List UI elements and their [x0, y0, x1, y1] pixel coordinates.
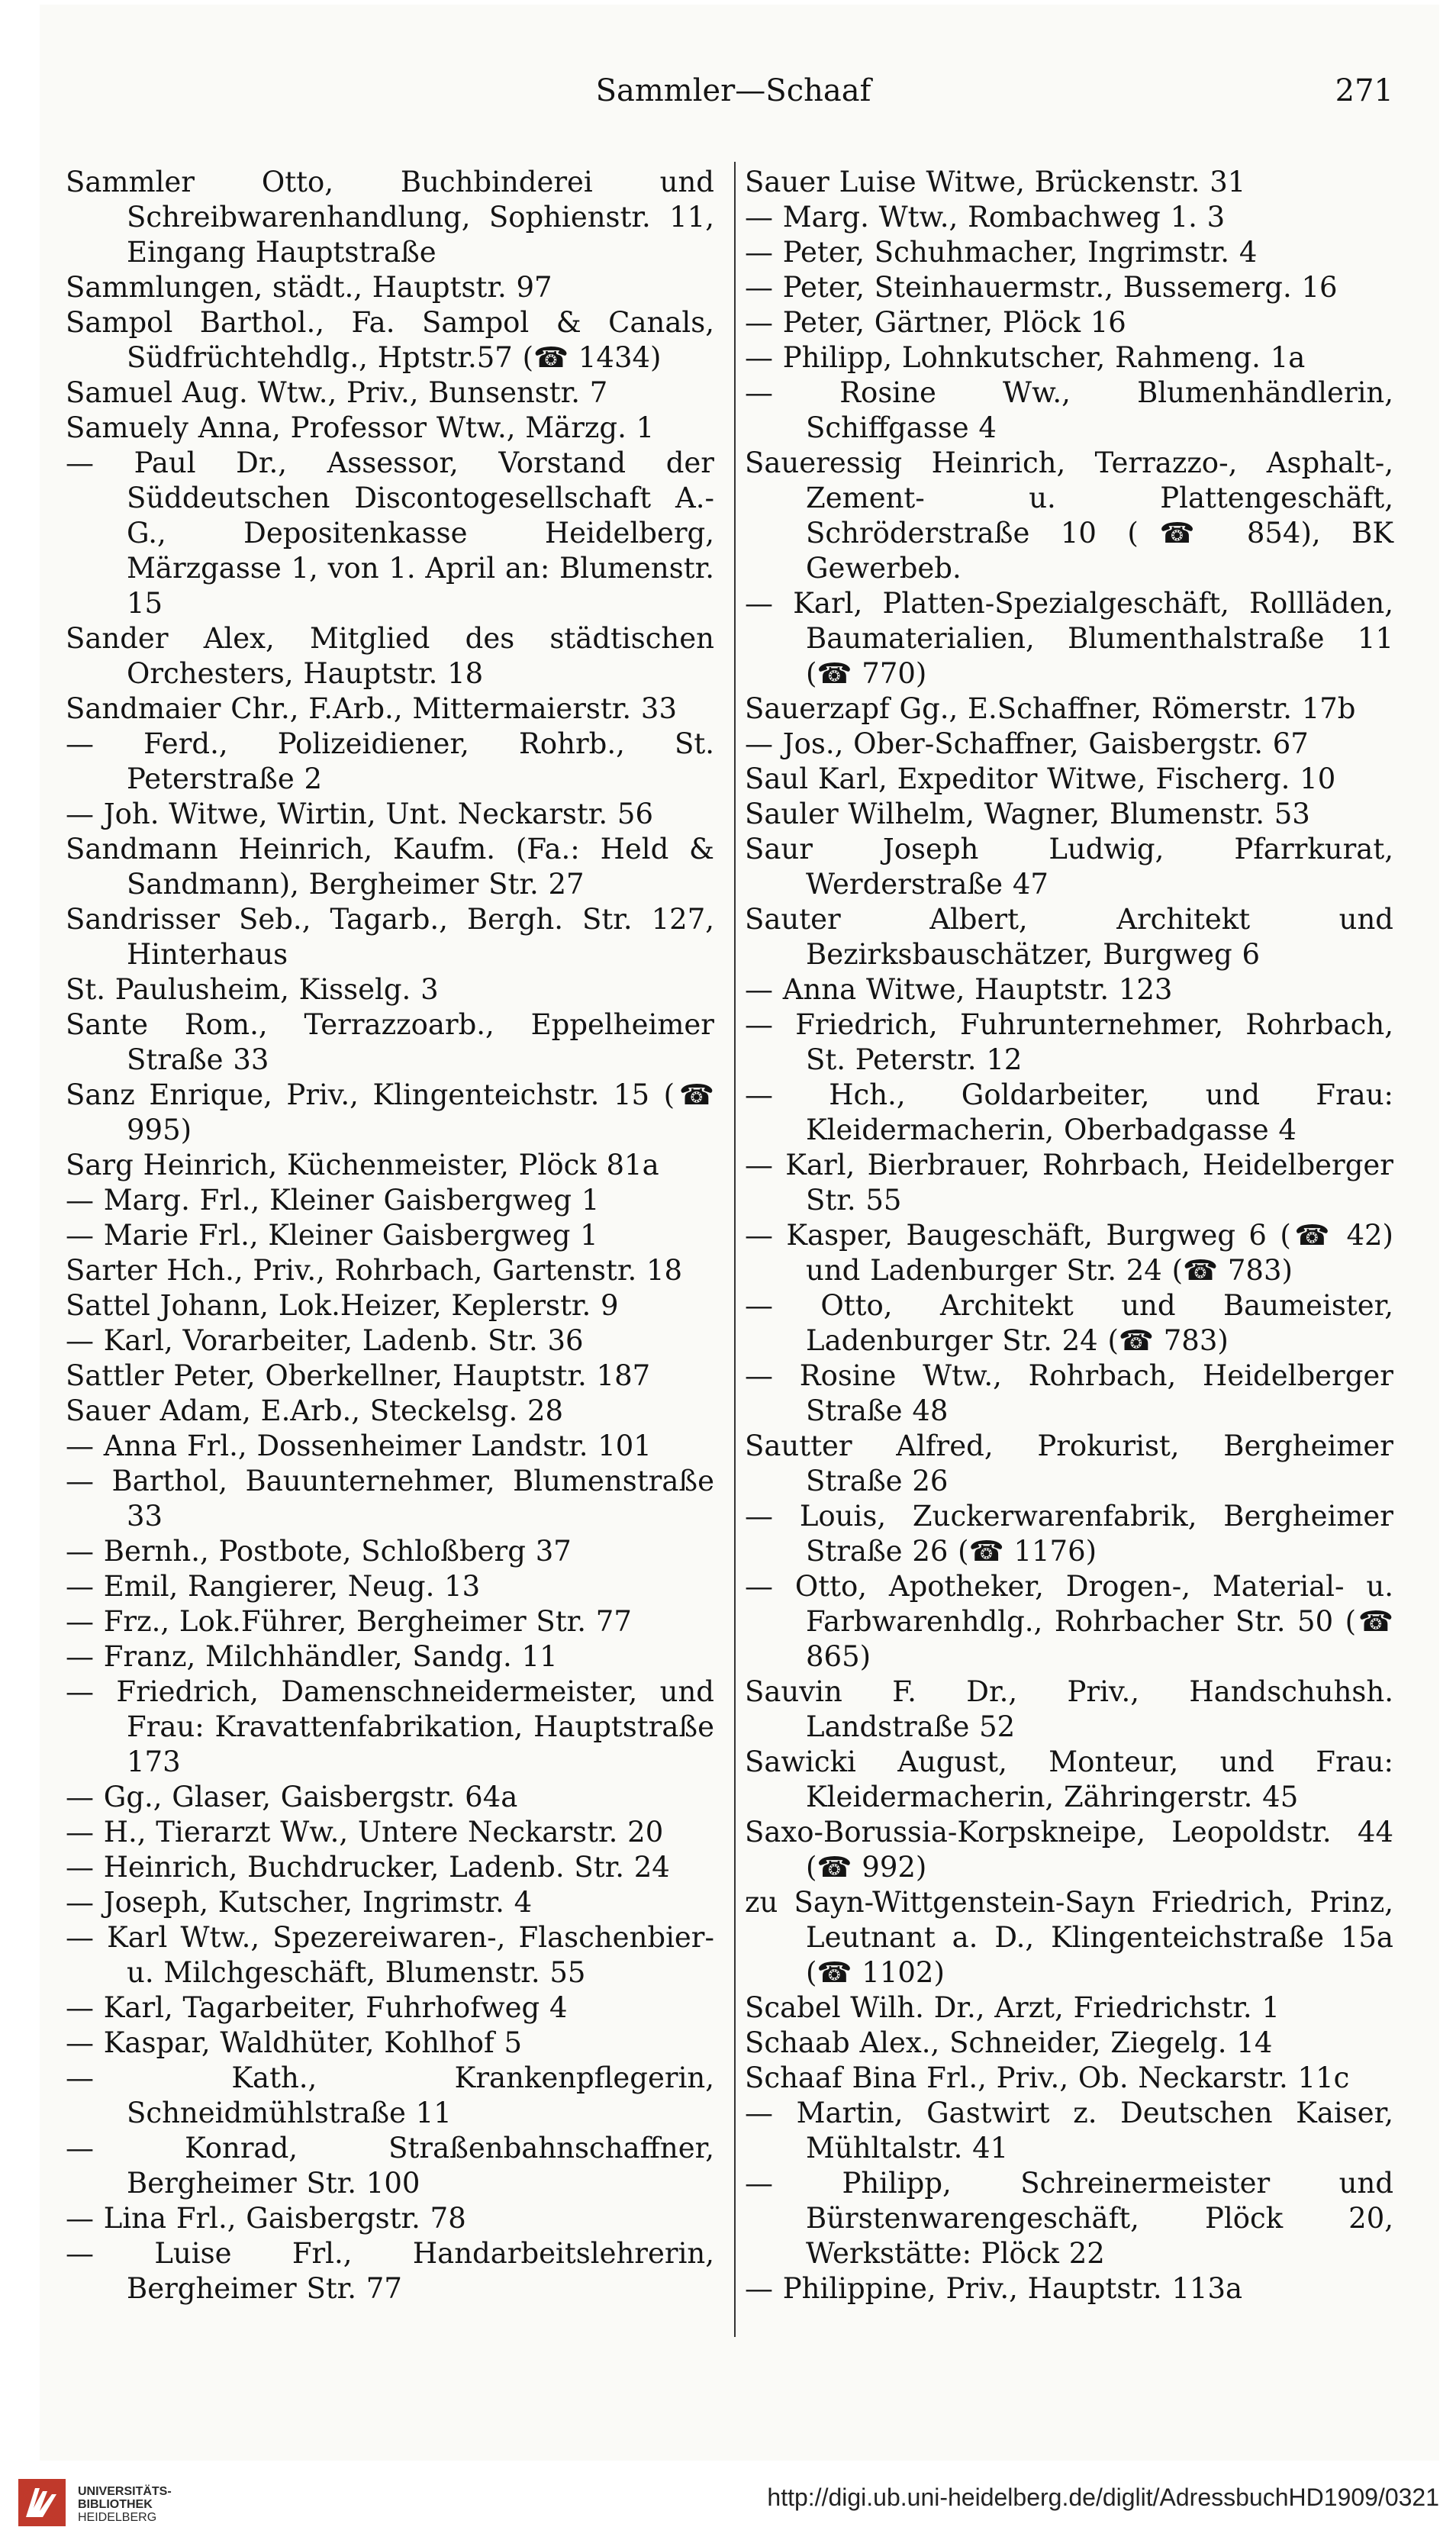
footer	[0, 2465, 1456, 2540]
directory-entry: — Konrad, Straßenbahnschaffner, Bergheimer Str. 100	[66, 2132, 714, 2200]
directory-entry: — Frz., Lok.Führer, Bergheimer Str. 77	[66, 1605, 632, 1638]
directory-entry: Sauer Luise Witwe, Brückenstr. 31	[745, 166, 1246, 198]
directory-entry: Samuel Aug. Wtw., Priv., Bunsenstr. 7	[66, 376, 608, 409]
library-seal-icon	[17, 2477, 67, 2528]
logo-line-1: UNIVERSITÄTS-	[78, 2485, 172, 2498]
column-divider	[734, 162, 736, 2337]
directory-entry: Sandmaier Chr., F.Arb., Mittermaierstr. 33	[66, 692, 678, 725]
logo-line-2: BIBLIOTHEK	[78, 2498, 153, 2511]
directory-entry: — Kaspar, Waldhüter, Kohlhof 5	[66, 2026, 522, 2059]
directory-entry: Sautter Alfred, Prokurist, Bergheimer Straße 26	[745, 1430, 1393, 1497]
directory-entry: — Martin, Gastwirt z. Deutschen Kaiser, Mühltalstr. 41	[745, 2097, 1393, 2164]
page-header	[73, 73, 1393, 122]
directory-entry: — Joh. Witwe, Wirtin, Unt. Neckarstr. 56	[66, 798, 653, 830]
directory-entry: — Lina Frl., Gaisbergstr. 78	[66, 2202, 466, 2235]
directory-entry: Sarter Hch., Priv., Rohrbach, Gartenstr. 18	[66, 1254, 683, 1287]
directory-entry: — Marie Frl., Kleiner Gaisbergweg 1	[66, 1219, 598, 1252]
directory-entry: Sandmann Heinrich, Kaufm. (Fa.: Held & Sandmann), Bergheimer Str. 27	[66, 833, 714, 901]
directory-entry: — Philippine, Priv., Hauptstr. 113a	[745, 2272, 1243, 2305]
page-number: 271	[1335, 73, 1393, 108]
directory-entry: Sammler Otto, Buchbinderei und Schreibwarenhandlung, Sophienstr. 11, Eingang Hauptstraße	[66, 166, 714, 269]
directory-entry: — Ferd., Polizeidiener, Rohrb., St. Peterstraße 2	[66, 727, 714, 795]
logo-line-3: HEIDELBERG	[78, 2511, 157, 2524]
directory-entry: Sattler Peter, Oberkellner, Hauptstr. 187	[66, 1359, 651, 1392]
directory-entry: — Karl, Bierbrauer, Rohrbach, Heidelberger Str. 55	[745, 1149, 1393, 1217]
directory-entry: Sauer Adam, E.Arb., Steckelsg. 28	[66, 1394, 564, 1427]
directory-entry: — Joseph, Kutscher, Ingrimstr. 4	[66, 1886, 533, 1919]
directory-entry: — Philipp, Lohnkutscher, Rahmeng. 1a	[745, 341, 1306, 374]
directory-entry: — Kasper, Baugeschäft, Burgweg 6 (☎ 42) und Ladenburger Str. 24 (☎ 783)	[745, 1219, 1393, 1287]
directory-entry: — Kath., Krankenpflegerin, Schneidmühlstraße 11	[66, 2061, 714, 2129]
directory-entry: — Hch., Goldarbeiter, und Frau: Kleidermacherin, Oberbadgasse 4	[745, 1078, 1393, 1146]
directory-entry: — Peter, Gärtner, Plöck 16	[745, 306, 1126, 339]
directory-entry: Sander Alex, Mitglied des städtischen Orchesters, Hauptstr. 18	[66, 622, 714, 690]
directory-entry: Sattel Johann, Lok.Heizer, Keplerstr. 9	[66, 1289, 619, 1322]
directory-entry: Sauvin F. Dr., Priv., Handschuhsh. Landstraße 52	[745, 1675, 1393, 1743]
directory-entry: Sandrisser Seb., Tagarb., Bergh. Str. 127, Hinterhaus	[66, 903, 714, 971]
directory-entry: Saueressig Heinrich, Terrazzo-, Asphalt-, Zement- u. Plattengeschäft, Schröderstraße 10 (☎ 854), BK Gewerbeb.	[745, 446, 1393, 585]
directory-entry: — Heinrich, Buchdrucker, Ladenb. Str. 24	[66, 1851, 670, 1884]
directory-entry: — Anna Witwe, Hauptstr. 123	[745, 973, 1173, 1006]
directory-entry: — Luise Frl., Handarbeitslehrerin, Bergheimer Str. 77	[66, 2237, 714, 2305]
directory-entry: — Karl, Tagarbeiter, Fuhrhofweg 4	[66, 1991, 568, 2024]
directory-entry: Sammlungen, städt., Hauptstr. 97	[66, 271, 552, 304]
directory-entry: Schaaf Bina Frl., Priv., Ob. Neckarstr. 11c	[745, 2061, 1350, 2094]
directory-entry: — Jos., Ober-Schaffner, Gaisbergstr. 67	[745, 727, 1309, 760]
directory-entry: Saxo-Borussia-Korpskneipe, Leopoldstr. 44 (☎ 992)	[745, 1816, 1393, 1884]
directory-entry: — Friedrich, Damenschneidermeister, und Frau: Kravattenfabrikation, Hauptstraße 173	[66, 1675, 714, 1778]
directory-entry: Sauler Wilhelm, Wagner, Blumenstr. 53	[745, 798, 1310, 830]
directory-entry: — Peter, Steinhauermstr., Bussemerg. 16	[745, 271, 1338, 304]
directory-entry: — Gg., Glaser, Gaisbergstr. 64a	[66, 1781, 518, 1813]
directory-entry: — Barthol, Bauunternehmer, Blumenstraße 33	[66, 1465, 714, 1533]
directory-entry: — H., Tierarzt Ww., Untere Neckarstr. 20	[66, 1816, 664, 1849]
directory-entry: Sampol Barthol., Fa. Sampol & Canals, Südfrüchtehdlg., Hptstr.57 (☎ 1434)	[66, 306, 714, 374]
directory-entry: Sauerzapf Gg., E.Schaffner, Römerstr. 17b	[745, 692, 1356, 725]
directory-entry: Saur Joseph Ludwig, Pfarrkurat, Werderstraße 47	[745, 833, 1393, 901]
directory-entry: — Anna Frl., Dossenheimer Landstr. 101	[66, 1430, 652, 1462]
directory-entry: — Friedrich, Fuhrunternehmer, Rohrbach, St. Peterstr. 12	[745, 1008, 1393, 1076]
directory-entry: — Louis, Zuckerwarenfabrik, Bergheimer Straße 26 (☎ 1176)	[745, 1500, 1393, 1568]
right-column	[745, 165, 1393, 2306]
directory-entry: — Karl Wtw., Spezereiwaren-, Flaschenbier- u. Milchgeschäft, Blumenstr. 55	[66, 1921, 714, 1989]
directory-entry: Sanz Enrique, Priv., Klingenteichstr. 15 (☎ 995)	[66, 1078, 714, 1146]
directory-entry: — Franz, Milchhändler, Sandg. 11	[66, 1640, 558, 1673]
directory-entry: — Rosine Wtw., Rohrbach, Heidelberger Straße 48	[745, 1359, 1393, 1427]
directory-entry: — Rosine Ww., Blumenhändlerin, Schiffgasse 4	[745, 376, 1393, 444]
directory-entry: Scabel Wilh. Dr., Arzt, Friedrichstr. 1	[745, 1991, 1280, 2024]
directory-entry: Sante Rom., Terrazzoarb., Eppelheimer Straße 33	[66, 1008, 714, 1076]
directory-entry: — Bernh., Postbote, Schloßberg 37	[66, 1535, 572, 1568]
directory-entry: — Philipp, Schreinermeister und Bürstenwarengeschäft, Plöck 20, Werkstätte: Plöck 22	[745, 2167, 1393, 2270]
directory-entry: — Marg. Frl., Kleiner Gaisbergweg 1	[66, 1184, 600, 1217]
directory-entry: Schaab Alex., Schneider, Ziegelg. 14	[745, 2026, 1273, 2059]
directory-entry: zu Sayn-Wittgenstein-Sayn Friedrich, Prinz, Leutnant a. D., Klingenteichstraße 15a (☎ 1102)	[745, 1886, 1393, 1989]
directory-entry: Saul Karl, Expeditor Witwe, Fischerg. 10	[745, 762, 1336, 795]
directory-entry: — Otto, Architekt und Baumeister, Ladenburger Str. 24 (☎ 783)	[745, 1289, 1393, 1357]
directory-entry: — Otto, Apotheker, Drogen-, Material- u. Farbwarenhdlg., Rohrbacher Str. 50 (☎ 865)	[745, 1570, 1393, 1673]
directory-entry: St. Paulusheim, Kisselg. 3	[66, 973, 439, 1006]
directory-entry: — Emil, Rangierer, Neug. 13	[66, 1570, 481, 1603]
left-column	[66, 165, 714, 2306]
directory-entry: — Marg. Wtw., Rombachweg 1. 3	[745, 201, 1226, 234]
directory-entry: — Karl, Platten-Spezialgeschäft, Rollläden, Baumaterialien, Blumenthalstraße 11 (☎ 770)	[745, 587, 1393, 690]
directory-entry: — Paul Dr., Assessor, Vorstand der Süddeutschen Discontogesellschaft A.-G., Depositenkasse Heidelberg, Märzgasse 1, von 1. April an: Blumenstr. 15	[66, 446, 714, 620]
running-title: Sammler—Schaaf	[595, 73, 871, 108]
directory-entry: — Peter, Schuhmacher, Ingrimstr. 4	[745, 236, 1258, 269]
directory-entry: Sarg Heinrich, Küchenmeister, Plöck 81a	[66, 1149, 659, 1181]
directory-entry: Samuely Anna, Professor Wtw., Märzg. 1	[66, 411, 655, 444]
source-url-link[interactable]: http://digi.ub.uni-heidelberg.de/diglit/AdressbuchHD1909/0321	[767, 2484, 1439, 2511]
directory-entry: Sauter Albert, Architekt und Bezirksbauschätzer, Burgweg 6	[745, 903, 1393, 971]
directory-entry: Sawicki August, Monteur, und Frau: Kleidermacherin, Zähringerstr. 45	[745, 1745, 1393, 1813]
directory-entry: — Karl, Vorarbeiter, Ladenb. Str. 36	[66, 1324, 584, 1357]
